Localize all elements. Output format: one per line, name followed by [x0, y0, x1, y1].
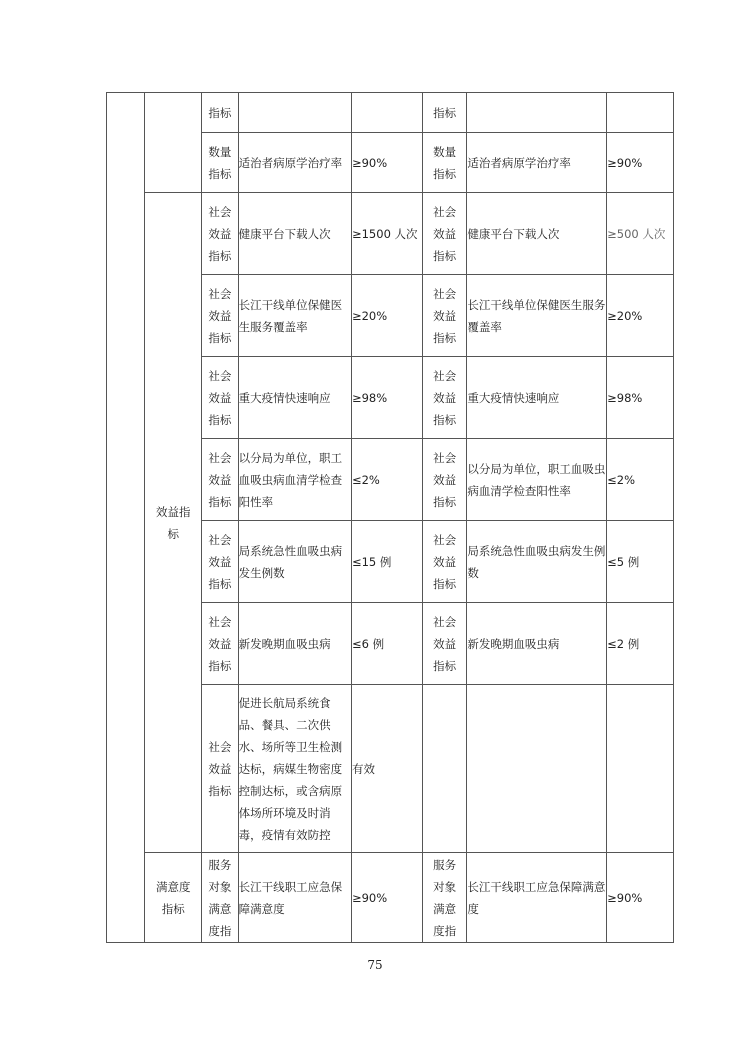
indicator-cell — [238, 93, 351, 133]
page-number: 75 — [367, 958, 383, 972]
value-cell: ≥1500 人次 — [351, 193, 422, 275]
category-blank-cell — [145, 93, 202, 193]
indicator-cell — [467, 93, 607, 133]
value-cell: ≥500 人次 — [607, 193, 674, 275]
satisfaction-label-cell: 满意度指标 — [145, 853, 202, 943]
indicator-cell: 长江干线职工应急保障满意度 — [238, 853, 351, 943]
sub-label-cell: 社会效益指标 — [422, 275, 467, 357]
value-cell: ≤2% — [351, 439, 422, 521]
sub-label-cell: 社会效益指标 — [202, 603, 238, 685]
indicator-cell: 局系统急性血吸虫病发生例数 — [238, 521, 351, 603]
value-cell: ≥20% — [607, 275, 674, 357]
value-cell: ≥90% — [351, 853, 422, 943]
sub-label-cell: 社会效益指标 — [422, 357, 467, 439]
indicator-cell: 重大疫情快速响应 — [238, 357, 351, 439]
value-cell: ≤6 例 — [351, 603, 422, 685]
value-cell: ≤5 例 — [607, 521, 674, 603]
indicator-cell: 促进长航局系统食品、餐具、二次供水、场所等卫生检测达标，病媒生物密度控制达标，或含病原体场所环境及时消毒，疫情有效防控 — [238, 685, 351, 853]
indicator-cell: 适治者病原学治疗率 — [238, 133, 351, 193]
table-row — [107, 93, 674, 133]
value-cell: ≥90% — [607, 133, 674, 193]
indicator-cell: 以分局为单位，职工血吸虫病血清学检查阳性率 — [238, 439, 351, 521]
indicator-cell: 局系统急性血吸虫病发生例数 — [467, 521, 607, 603]
sub-label-cell: 指标 — [202, 93, 238, 133]
outer-blank-cell — [107, 93, 145, 943]
indicator-cell: 长江干线单位保健医生服务覆盖率 — [467, 275, 607, 357]
sub-label-cell: 社会效益指标 — [422, 603, 467, 685]
value-cell — [607, 93, 674, 133]
indicator-cell: 健康平台下载人次 — [238, 193, 351, 275]
table-row — [107, 193, 674, 275]
value-cell — [607, 685, 674, 853]
value-cell: ≥90% — [351, 133, 422, 193]
sub-label-cell — [422, 685, 467, 853]
indicator-cell: 新发晚期血吸虫病 — [238, 603, 351, 685]
value-cell: ≤2% — [607, 439, 674, 521]
value-cell: ≥20% — [351, 275, 422, 357]
indicator-cell: 新发晚期血吸虫病 — [467, 603, 607, 685]
indicator-cell: 长江干线职工应急保障满意度 — [467, 853, 607, 943]
value-cell: ≤15 例 — [351, 521, 422, 603]
sub-label-cell: 社会效益指标 — [202, 275, 238, 357]
indicator-cell: 健康平台下载人次 — [467, 193, 607, 275]
indicator-cell — [467, 685, 607, 853]
sub-label-cell: 指标 — [422, 93, 467, 133]
value-cell: ≥90% — [607, 853, 674, 943]
group-label-cell: 效益指标 — [145, 193, 202, 853]
sub-label-cell: 社会效益指标 — [202, 357, 238, 439]
value-cell: ≥98% — [351, 357, 422, 439]
indicator-cell: 适治者病原学治疗率 — [467, 133, 607, 193]
sub-label-cell: 社会效益指标 — [422, 193, 467, 275]
table-row — [107, 853, 674, 943]
value-cell: ≤2 例 — [607, 603, 674, 685]
sub-label-cell: 社会效益指标 — [202, 193, 238, 275]
sub-label-cell: 服务对象满意度指 — [202, 853, 238, 943]
sub-label-cell: 服务对象满意度指 — [422, 853, 467, 943]
sub-label-cell: 数量指标 — [422, 133, 467, 193]
sub-label-cell: 社会效益指标 — [422, 521, 467, 603]
sub-label-cell: 数量指标 — [202, 133, 238, 193]
sub-label-cell: 社会效益指标 — [202, 439, 238, 521]
indicator-cell: 以分局为单位，职工血吸虫病血清学检查阳性率 — [467, 439, 607, 521]
value-cell — [351, 93, 422, 133]
sub-label-cell: 社会效益指标 — [202, 685, 238, 853]
value-cell: ≥98% — [607, 357, 674, 439]
indicator-table — [106, 92, 674, 943]
indicator-cell: 长江干线单位保健医生服务覆盖率 — [238, 275, 351, 357]
value-cell: 有效 — [351, 685, 422, 853]
indicator-cell: 重大疫情快速响应 — [467, 357, 607, 439]
sub-label-cell: 社会效益指标 — [202, 521, 238, 603]
sub-label-cell: 社会效益指标 — [422, 439, 467, 521]
